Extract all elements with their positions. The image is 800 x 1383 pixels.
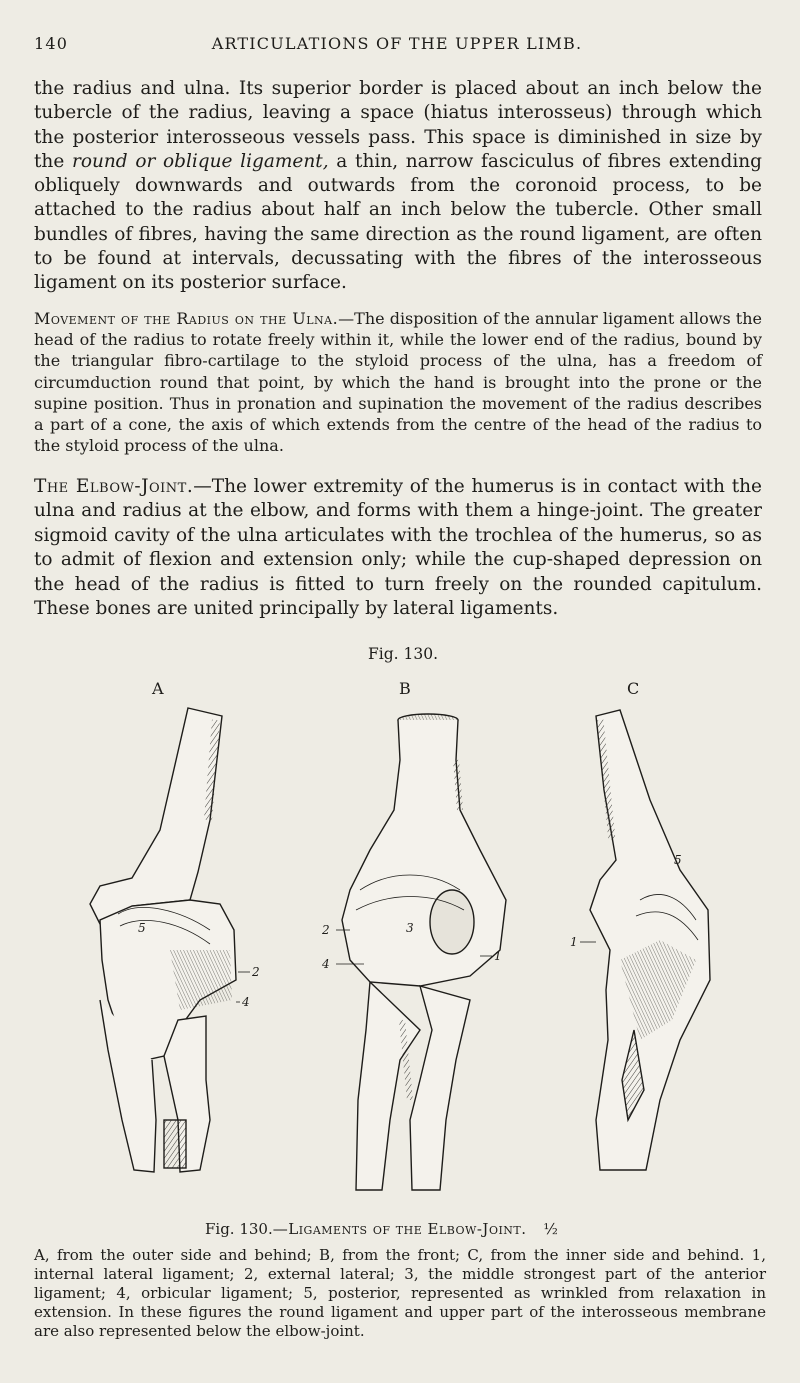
figure-caption-title xyxy=(205,1220,558,1238)
paragraph-elbow-joint xyxy=(34,475,762,621)
caption-scale: ½ xyxy=(543,1220,558,1238)
emphasis-round-ligament: round or oblique ligament, xyxy=(71,150,329,172)
figure-caption-text: A, from the outer side and behind; B, from the front; C, from the inner side and behind. 1, internal lateral ligament; 2, external lateral; 3, the middle strongest part of the anterior ligament; 4, orbicular ligament; 5, posterior, represented as wrinkled from relaxation in extension. In these figures the round ligament and upper part of the interosseous membrane are also represented below the elbow-joint. xyxy=(34,1246,766,1340)
callout-a-5: 5 xyxy=(138,921,146,935)
paragraph-text: —The disposition of the annular ligament allows the head of the radius to rotate freely within it, while the lower end of the radius, bound by the triangular fibro-cartilage to the styloid process of the ulna, has a freedom of circumduction round that point, by which the hand is brought into the prone or the supine position. Thus in pronation and supination the movement of the radius describes a part of a cone, the axis of which extends from the centre of the head of the radius to the styloid process of the ulna. xyxy=(34,309,762,456)
view-a-drawing xyxy=(90,708,236,1172)
view-c-drawing xyxy=(590,710,710,1170)
running-title: ARTICULATIONS OF THE UPPER LIMB. xyxy=(211,34,583,53)
caption-figure-number: Fig. 130. xyxy=(205,1220,273,1238)
figure-number: Fig. 130. xyxy=(368,645,438,663)
callout-c-1: 1 xyxy=(570,935,578,949)
callout-c-5: 5 xyxy=(674,853,682,867)
callout-a-2: 2 xyxy=(252,965,260,979)
view-label-b: B xyxy=(399,679,411,698)
section-heading: Movement of the Radius on the Ulna. xyxy=(34,309,339,328)
callout-b-3: 3 xyxy=(406,921,414,935)
caption-heading: —Ligaments of the Elbow-Joint. xyxy=(272,1220,527,1238)
section-heading: The Elbow-Joint. xyxy=(34,476,194,497)
view-b-drawing xyxy=(342,714,506,1190)
paragraph-text: the radius and ulna. Its superior border is placed about an inch below the tubercle of the radius, leaving a space (hiatus interosseus) through which the posterior interosseous vessels pass. This space is diminished in size by the xyxy=(34,78,762,172)
paragraph-interosseous xyxy=(34,77,762,296)
callout-b-4: 4 xyxy=(322,957,330,971)
callout-a-4: 4 xyxy=(242,995,250,1009)
view-label-c: C xyxy=(627,679,640,698)
paragraph-text: a thin, narrow fasciculus of fibres extending obliquely downwards and outwards from the coronoid process, to be attached to the radius about half an inch below the tubercle. Other small bundles of fibres, having the same direction as the round ligament, are often to be found at intervals, decussating with the fibres of the interosseous ligament on its posterior surface. xyxy=(34,150,762,294)
page-number: 140 xyxy=(34,34,69,53)
view-label-a: A xyxy=(152,679,164,698)
callout-b-1: 1 xyxy=(494,949,502,963)
elbow-ligament-illustration xyxy=(60,700,760,1210)
paragraph-text: —The lower extremity of the humerus is in contact with the ulna and radius at the elbow, and forms with them a hinge-joint. The greater sigmoid cavity of the ulna articulates with the trochlea of the humerus, so as to admit of flexion and extension only; while the cup-shaped depression on the head of the radius is fitted to turn freely on the rounded capitulum. These bones are united principally by lateral ligaments. xyxy=(34,476,762,620)
callout-b-2: 2 xyxy=(322,923,330,937)
paragraph-movement-radius xyxy=(34,308,762,456)
